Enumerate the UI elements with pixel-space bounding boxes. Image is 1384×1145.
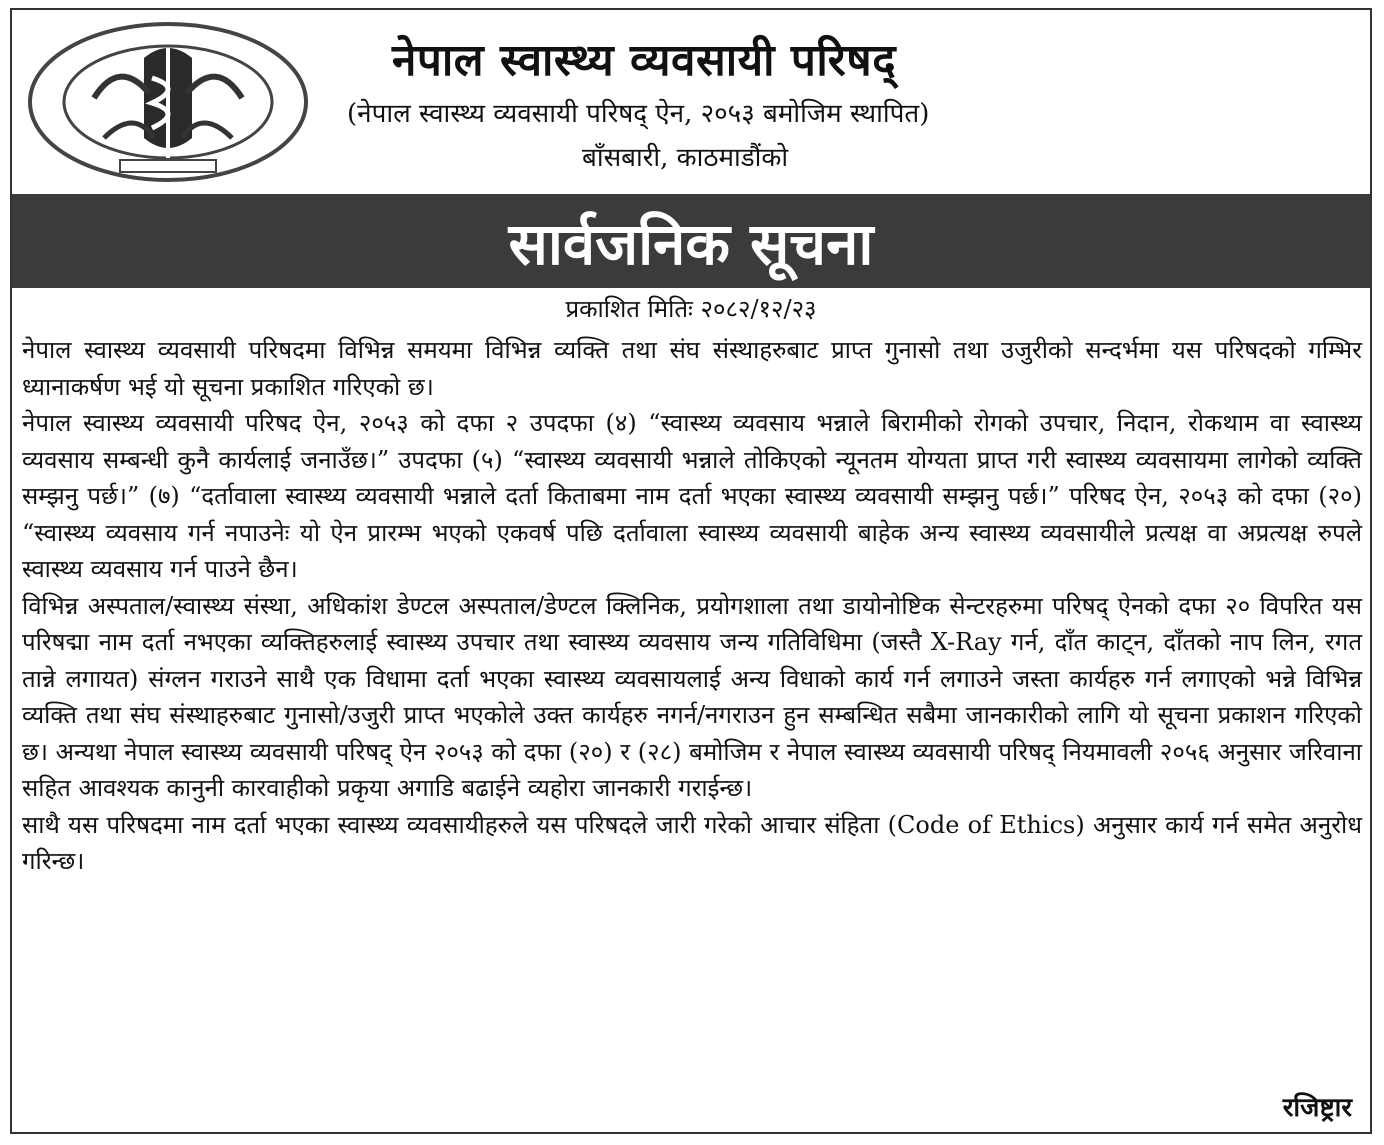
org-address: बाँसबारी, काठमाडौंको [582, 143, 789, 173]
paragraph: नेपाल स्वास्थ्य व्यवसायी परिषदमा विभिन्न समयमा विभिन्न व्यक्ति तथा संघ संस्थाहरुबाट प्राप्त गुनासो तथा उजुरीको सन्दर्भमा यस परिषदको गम्भिर ध्यानाकर्षण भई यो सूचना प्रकाशित गरिएको छ। [22, 336, 1362, 401]
public-notice [10, 8, 1372, 1134]
signature-registrar: रजिष्ट्रार [1282, 1093, 1352, 1123]
notice-header [12, 10, 1370, 194]
published-date: प्रकाशित मितिः २०८२/१२/२३ [565, 295, 817, 323]
paragraph: नेपाल स्वास्थ्य व्यवसायी परिषद ऐन, २०५३ को दफा २ उपदफा (४) “स्वास्थ्य व्यवसाय भन्नाले बिरामीको रोगको उपचार, निदान, रोकथाम वा स्वास्थ्य व्यवसाय सम्बन्धी कुनै कार्यलाई जनाउँछ।” उपदफा (५) “स्वास्थ्य व्यवसायी भन्नाले तोकिएको न्यूनतम योग्यता प्राप्त गरी स्वास्थ्य व्यवसायमा लागेको व्यक्ति सम्झनु पर्छ।” (७) “दर्तावाला स्वास्थ्य व्यवसायी भन्नाले दर्ता किताबमा नाम दर्ता भएका स्वास्थ्य व्यवसायी सम्झनु पर्छ।” परिषद ऐन, २०५३ को दफा (२०) “स्वास्थ्य व्यवसाय गर्न नपाउनेः यो ऐन प्रारम्भ भएको एकवर्ष पछि दर्तावाला स्वास्थ्य व्यवसायी बाहेक अन्य स्वास्थ्य व्यवसायीले प्रत्यक्ष वा अप्रत्यक्ष रुपले स्वास्थ्य व्यवसाय गर्न पाउने छैन। [22, 409, 1362, 583]
title-banner [12, 194, 1370, 288]
notice-body [22, 332, 1362, 880]
org-subtitle: (नेपाल स्वास्थ्य व्यवसायी परिषद् ऐन, २०५३ बमोजिम स्थापित) [347, 99, 930, 129]
org-name: नेपाल स्वास्थ्य व्यवसायी परिषद् [392, 35, 897, 86]
notice-title: सार्वजनिक सूचना [508, 209, 874, 278]
paragraph: साथै यस परिषदमा नाम दर्ता भएका स्वास्थ्य व्यवसायीहरुले यस परिषदले जारी गरेको आचार संहिता (Code of Ethics) अनुसार कार्य गर्न समेत अनुरोध गरिन्छ। [22, 810, 1362, 875]
council-seal-icon [24, 18, 312, 188]
paragraph: विभिन्न अस्पताल/स्वास्थ्य संस्था, अधिकांश डेण्टल अस्पताल/डेण्टल क्लिनिक, प्रयोगशाला तथा डायोनोष्टिक सेन्टरहरुमा परिषद् ऐनको दफा २० विपरित यस परिषद्मा नाम दर्ता नभएका व्यक्तिहरुलाई स्वास्थ्य उपचार तथा स्वास्थ्य व्यवसाय जन्य गतिविधिमा (जस्तै X-Ray गर्न, दाँत काट्न, दाँतको नाप लिन, रगत तान्ने लगायत) संग्लन गराउने साथै एक विधामा दर्ता भएका स्वास्थ्य व्यवसायलाई अन्य विधाको कार्य गर्न लगाउने जस्ता कार्यहरु गर्न लगाएको भन्ने विभिन्न व्यक्ति तथा संघ संस्थाहरुबाट गुनासो/उजुरी प्राप्त भएकोले उक्त कार्यहरु नगर्न/नगराउन हुन सम्बन्धित सबैमा जानकारीको लागि यो सूचना प्रकाशन गरिएको छ। अन्यथा नेपाल स्वास्थ्य व्यवसायी परिषद् ऐन २०५३ को दफा (२०) र (२८) बमोजिम र नेपाल स्वास्थ्य व्यवसायी परिषद् नियमावली २०५६ अनुसार जरिवाना सहित आवश्यक कानुनी कारवाहीको प्रकृया अगाडि बढाईने व्यहोरा जानकारी गराईन्छ। [22, 591, 1362, 802]
